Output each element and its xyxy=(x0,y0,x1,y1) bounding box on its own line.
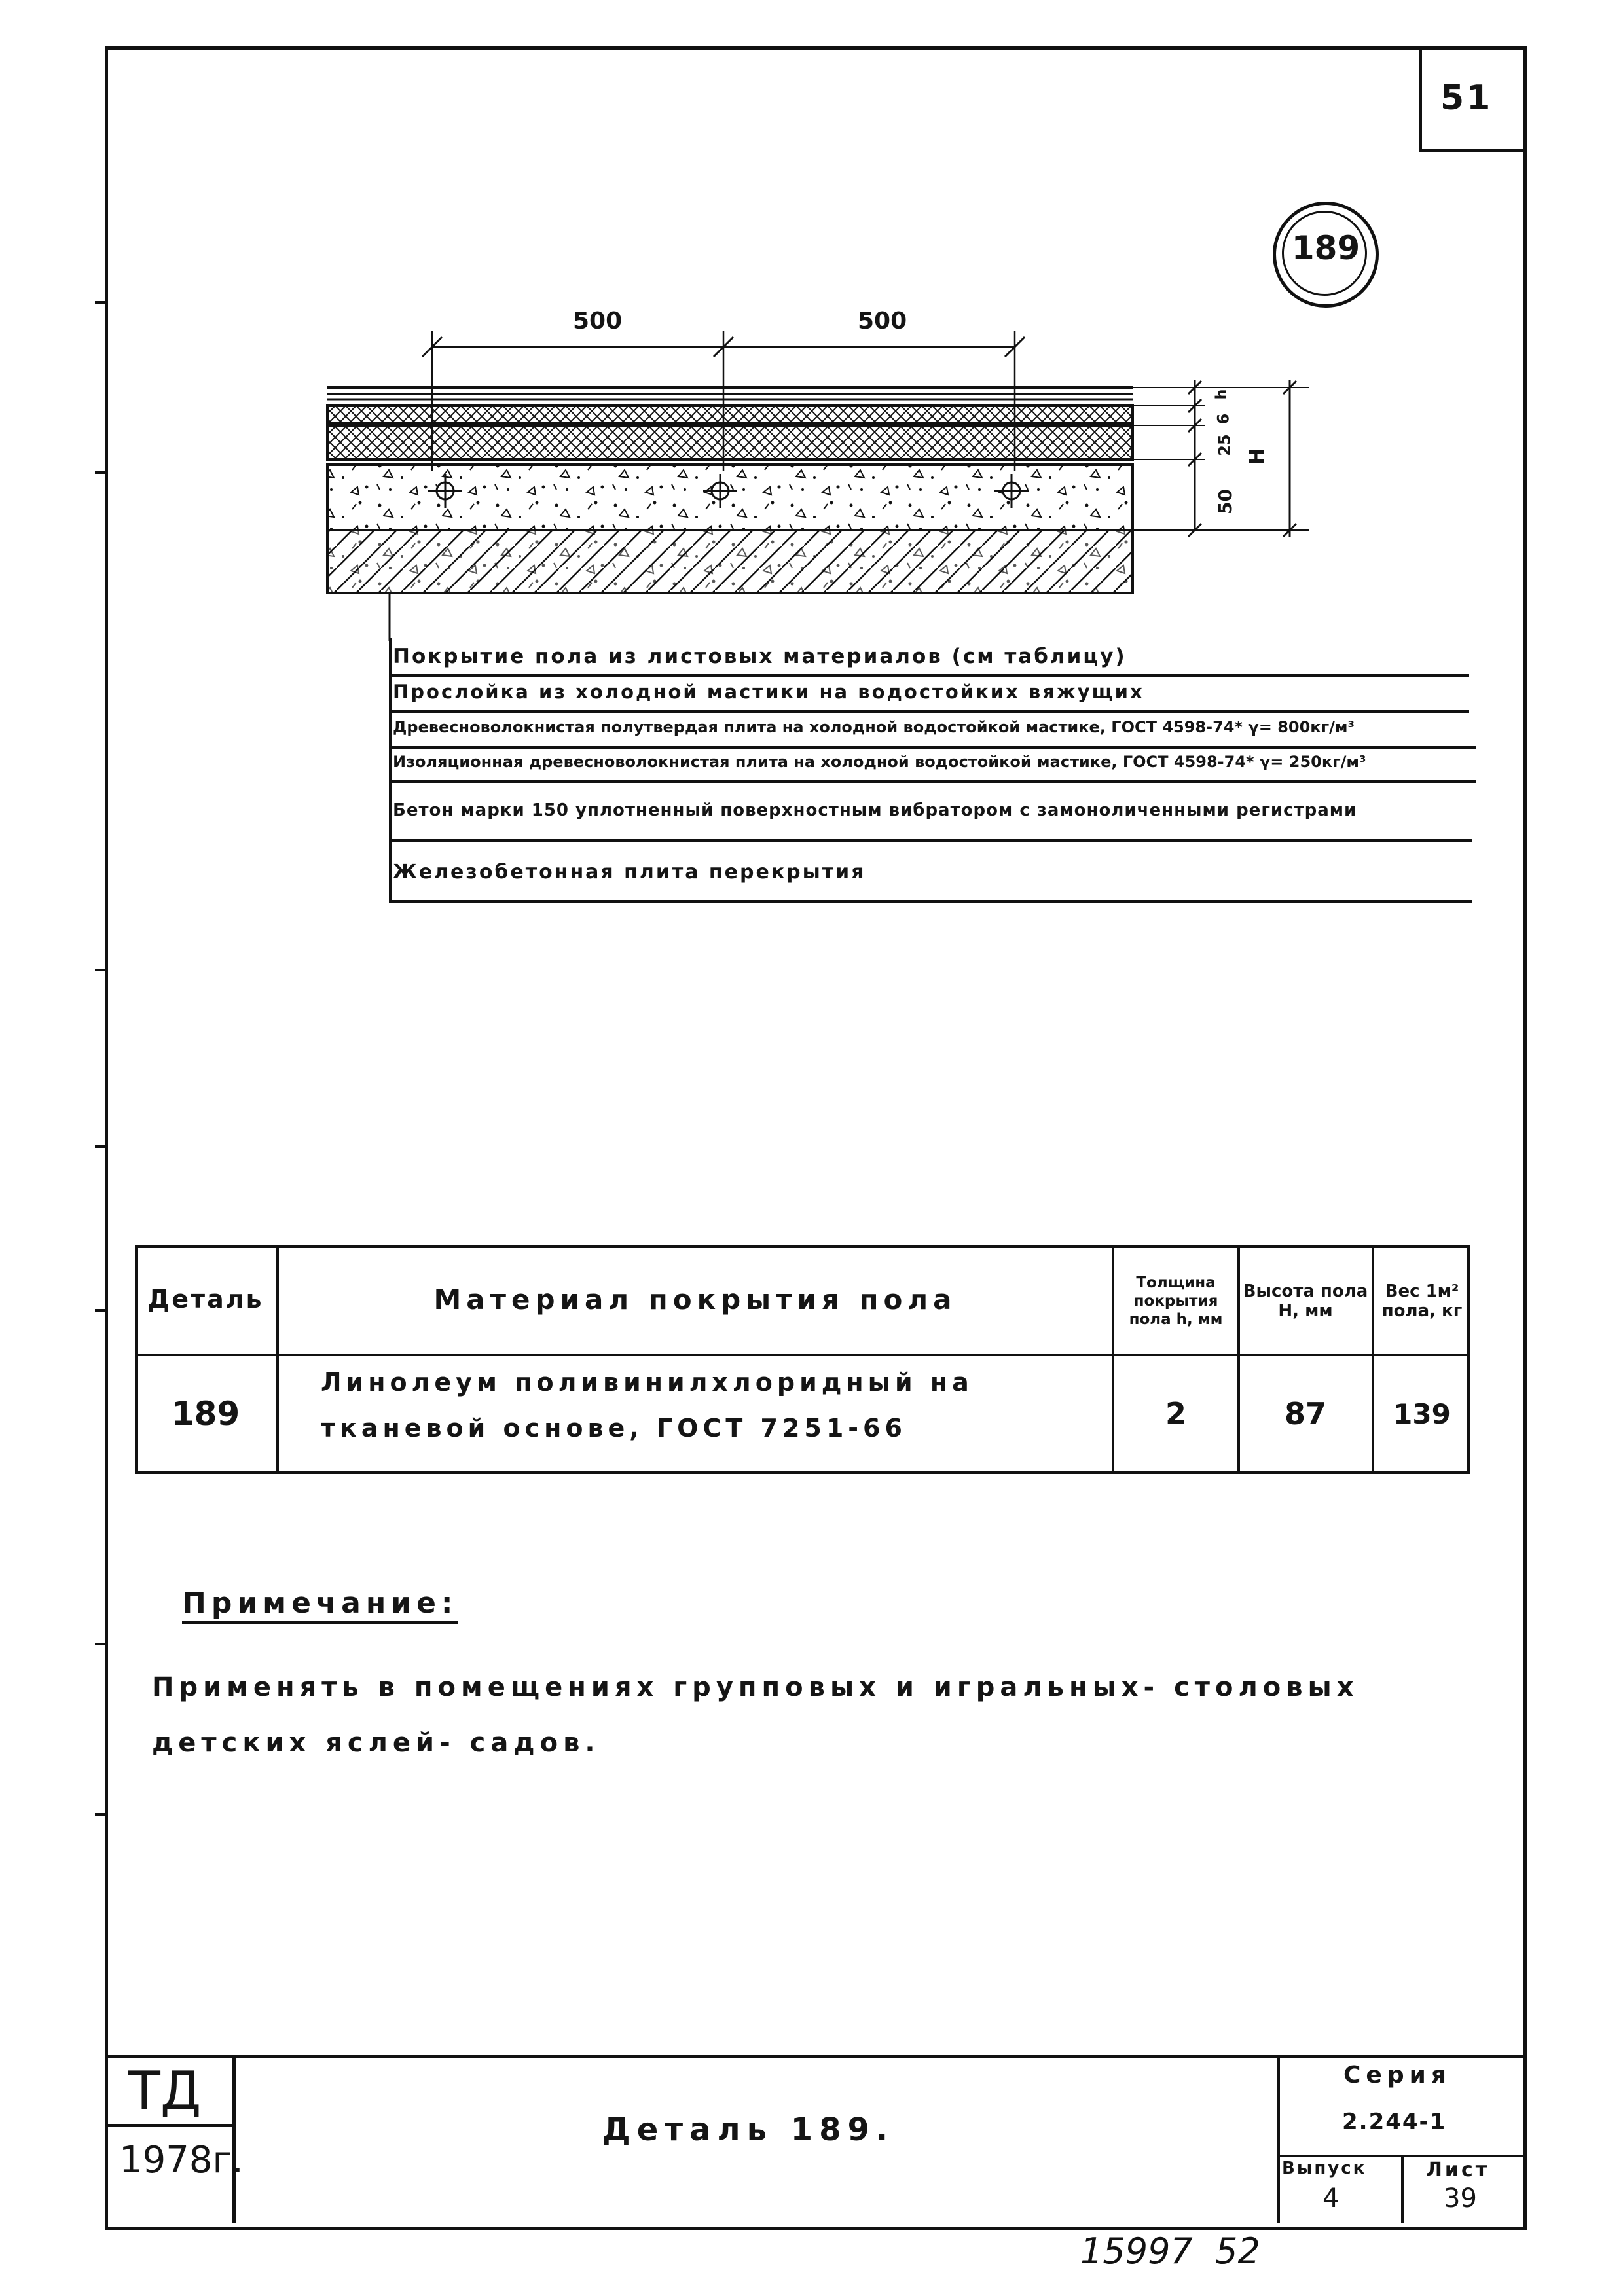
margin-tick xyxy=(95,1145,107,1148)
layer-divider xyxy=(389,780,1476,783)
layer-label-6: Железобетонная плита перекрытия xyxy=(393,861,866,884)
title-block-issue-label: Выпуск xyxy=(1282,2159,1367,2178)
margin-tick xyxy=(95,1813,107,1816)
title-block-issue-value: 4 xyxy=(1322,2183,1340,2214)
table-cell-thickness: 2 xyxy=(1165,1396,1186,1431)
dim-total-H: H xyxy=(1246,448,1269,465)
table-header-height: Высота пола H, мм xyxy=(1243,1282,1368,1321)
layer-label-1: Покрытие пола из листовых материалов (см таблицу) xyxy=(393,645,1127,668)
layer-label-4: Изоляционная древесноволокнистая плита на холодной водостойкой мастике, ГОСТ 4598-74* γ= 250кг/м³ xyxy=(393,753,1366,771)
margin-tick xyxy=(95,471,107,474)
sheet-number-top: 51 xyxy=(1440,79,1493,118)
title-block-sheet-label: Лист xyxy=(1426,2159,1490,2181)
layer-divider xyxy=(389,746,1476,749)
layer-label-3: Древесноволокнистая полутвердая плита на холодной водостойкой мастике, ГОСТ 4598-74* γ= 800кг/м³ xyxy=(393,718,1355,736)
table-header-material: Материал покрытия пола xyxy=(433,1283,957,1316)
detail-circle-number: 189 xyxy=(1291,229,1360,267)
dim-50: 50 xyxy=(1214,489,1236,514)
dim-25: 25 xyxy=(1215,434,1234,456)
title-block-series-value: 2.244-1 xyxy=(1342,2109,1447,2135)
table-header-weight: Вес 1м² пола, кг xyxy=(1381,1282,1463,1321)
layer-divider xyxy=(389,839,1472,842)
title-block-divider xyxy=(1277,2155,1523,2157)
floor-section-drawing xyxy=(314,301,1322,641)
note-title: Примечание: xyxy=(182,1587,458,1624)
table-header-thickness: Толщина покрытия пола h, мм xyxy=(1129,1274,1223,1328)
table-cell-material-line1: Линолеум поливинилхлоридный на xyxy=(321,1368,974,1397)
dim-500-right: 500 xyxy=(858,308,907,334)
table-cell-weight: 139 xyxy=(1393,1397,1451,1430)
title-block-series-label: Серия xyxy=(1343,2062,1451,2089)
title-block-top-line xyxy=(105,2055,1523,2058)
margin-tick xyxy=(95,301,107,304)
layer-legend-bracket xyxy=(389,638,392,903)
title-block-year: 1978г. xyxy=(119,2139,244,2181)
title-block-org: ТД xyxy=(128,2060,202,2121)
layer-divider xyxy=(389,674,1469,677)
note-line-2: детских яслей- садов. xyxy=(152,1728,600,1758)
dim-500-left: 500 xyxy=(573,308,623,334)
title-block-divider xyxy=(105,2124,232,2127)
table-cell-material-line2: тканевой основе, ГОСТ 7251-66 xyxy=(321,1414,907,1443)
layer-divider xyxy=(389,900,1472,903)
title-block-divider xyxy=(1401,2155,1404,2223)
title-block-sheet-value: 39 xyxy=(1444,2183,1477,2214)
bottom-handwritten-note: 15997 52 xyxy=(1080,2231,1260,2272)
layer-divider xyxy=(389,710,1469,713)
margin-tick xyxy=(95,1309,107,1312)
dim-6: 6 xyxy=(1214,413,1233,425)
margin-tick xyxy=(95,1643,107,1645)
table-cell-height: 87 xyxy=(1284,1396,1326,1431)
table-cell-detail: 189 xyxy=(171,1395,240,1433)
title-block-title: Деталь 189. xyxy=(602,2111,895,2148)
note-line-1: Применять в помещениях групповых и игральных- столовых xyxy=(152,1672,1359,1702)
dim-h: h xyxy=(1213,389,1230,400)
title-block-divider xyxy=(1277,2055,1280,2223)
layer-label-2: Прослойка из холодной мастики на водостойких вяжущих xyxy=(393,681,1144,703)
margin-tick xyxy=(95,969,107,971)
table-header-detail: Деталь xyxy=(147,1285,264,1314)
layer-label-5: Бетон марки 150 уплотненный поверхностным вибратором с замоноличенными регистрами xyxy=(393,800,1357,820)
